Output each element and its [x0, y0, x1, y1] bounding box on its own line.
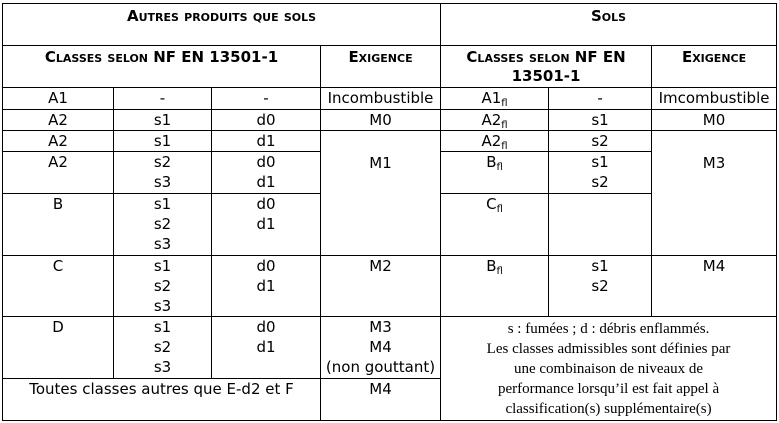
- left-exigence-cell: M1: [321, 130, 441, 255]
- left-exigence-cell: M0: [321, 109, 441, 130]
- right-s-value: s1: [591, 153, 609, 172]
- left-s-value: s1: [153, 256, 172, 275]
- left-d-value: d1: [256, 338, 276, 357]
- left-d-value: d0: [256, 256, 276, 275]
- right-class-sub: fl: [496, 162, 503, 174]
- left-d-cell: [212, 193, 321, 255]
- right-class-letter: A2: [481, 110, 502, 129]
- left-exigence-cell: M2: [321, 255, 441, 317]
- right-class-cell: [441, 193, 549, 255]
- right-exigence-cell: M0: [652, 109, 777, 130]
- right-s-cell: [549, 255, 652, 317]
- left-s-cell: s1: [114, 130, 212, 151]
- left-s-cell: s1: [114, 109, 212, 130]
- left-s-value: s3: [153, 296, 172, 315]
- left-s-value: s3: [153, 173, 172, 192]
- right-s-value: s1: [591, 256, 609, 275]
- right-s-value: s2: [591, 173, 609, 192]
- right-class-cell: [441, 88, 549, 109]
- right-s-cell: [549, 193, 652, 255]
- right-s-cell: [549, 152, 652, 194]
- left-s-value: s3: [153, 234, 172, 253]
- classification-table: [2, 3, 777, 421]
- left-class-cell: A2: [3, 152, 114, 194]
- left-s-value: s2: [153, 276, 172, 295]
- left-d-cell: [212, 255, 321, 317]
- note-line: performance lorsqu’il est fait appel à: [497, 380, 720, 397]
- right-class-letter: A2: [481, 131, 502, 150]
- note-line: Les classes admissibles sont définies par: [486, 340, 731, 357]
- right-s-cell: s1: [549, 109, 652, 130]
- left-exigence-value: M4: [369, 338, 392, 357]
- right-class-letter: A1: [481, 89, 502, 108]
- left-s-cell: [114, 255, 212, 317]
- left-d-cell: [212, 317, 321, 379]
- right-class-sub: fl: [496, 265, 503, 277]
- right-exigence-cell: M3: [652, 130, 777, 255]
- note-line: une combinaison de niveaux de: [513, 360, 704, 377]
- right-s-value: s2: [591, 276, 609, 295]
- header-exigence-right: Exigence: [652, 45, 777, 88]
- legend-note: [441, 317, 777, 421]
- right-class-letter: C: [486, 194, 497, 213]
- right-class-cell: [441, 255, 549, 317]
- note-line: classification(s) supplémentaire(s): [505, 400, 712, 417]
- left-exigence-cell: [321, 317, 441, 379]
- header-classes-left: Classes selon NF EN 13501-1: [3, 45, 321, 88]
- left-class-cell: C: [3, 255, 114, 317]
- right-class-sub: fl: [501, 98, 508, 109]
- header-exigence-left: Exigence: [321, 45, 441, 88]
- left-exigence-value: M3: [369, 318, 392, 337]
- left-class-cell: A2: [3, 130, 114, 151]
- left-d-value: d1: [256, 214, 276, 233]
- right-class-sub: fl: [496, 203, 503, 215]
- right-class-cell: [441, 130, 549, 151]
- right-s-cell: -: [549, 88, 652, 109]
- note-line: s : fumées ; d : débris enflammés.: [507, 320, 710, 337]
- left-d-value: d1: [256, 276, 276, 295]
- right-class-sub: fl: [501, 119, 508, 131]
- left-class-cell: A2: [3, 109, 114, 130]
- left-d-cell: [212, 152, 321, 194]
- right-class-cell: [441, 152, 549, 194]
- left-s-value: s1: [153, 194, 172, 213]
- right-exigence-cell: M4: [652, 255, 777, 317]
- left-footer-exigence: M4: [321, 379, 441, 421]
- right-s-cell: s2: [549, 130, 652, 151]
- right-class-cell: [441, 109, 549, 130]
- left-s-cell: [114, 152, 212, 194]
- right-class-letter: B: [486, 256, 497, 275]
- left-d-value: d1: [256, 173, 276, 192]
- left-footer-text: Toutes classes autres que E-d2 et F: [3, 379, 321, 421]
- right-class-letter: B: [486, 153, 497, 172]
- left-s-value: s3: [153, 358, 172, 377]
- left-s-cell: -: [114, 88, 212, 109]
- left-s-value: s2: [153, 338, 172, 357]
- header-classes-right: Classes selon NF EN 13501-1: [441, 45, 652, 88]
- left-class-cell: A1: [3, 88, 114, 109]
- header-sols: Sols: [441, 4, 777, 46]
- left-s-value: s2: [153, 214, 172, 233]
- left-class-cell: D: [3, 317, 114, 379]
- header-autres-produits: Autres produits que sols: [3, 4, 441, 46]
- left-d-cell: d0: [212, 109, 321, 130]
- left-class-cell: B: [3, 193, 114, 255]
- right-exigence-cell: Imcombustible: [652, 88, 777, 109]
- right-class-sub: fl: [501, 140, 508, 152]
- left-d-value: d0: [256, 318, 276, 337]
- left-s-cell: [114, 193, 212, 255]
- left-s-value: s1: [153, 318, 172, 337]
- left-s-cell: [114, 317, 212, 379]
- left-d-cell: d1: [212, 130, 321, 151]
- left-d-value: d0: [256, 153, 276, 172]
- left-s-value: s2: [153, 153, 172, 172]
- left-exigence-value: (non gouttant): [325, 358, 436, 377]
- left-d-value: d0: [256, 194, 276, 213]
- left-exigence-cell: Incombustible: [321, 88, 441, 109]
- left-d-cell: -: [212, 88, 321, 109]
